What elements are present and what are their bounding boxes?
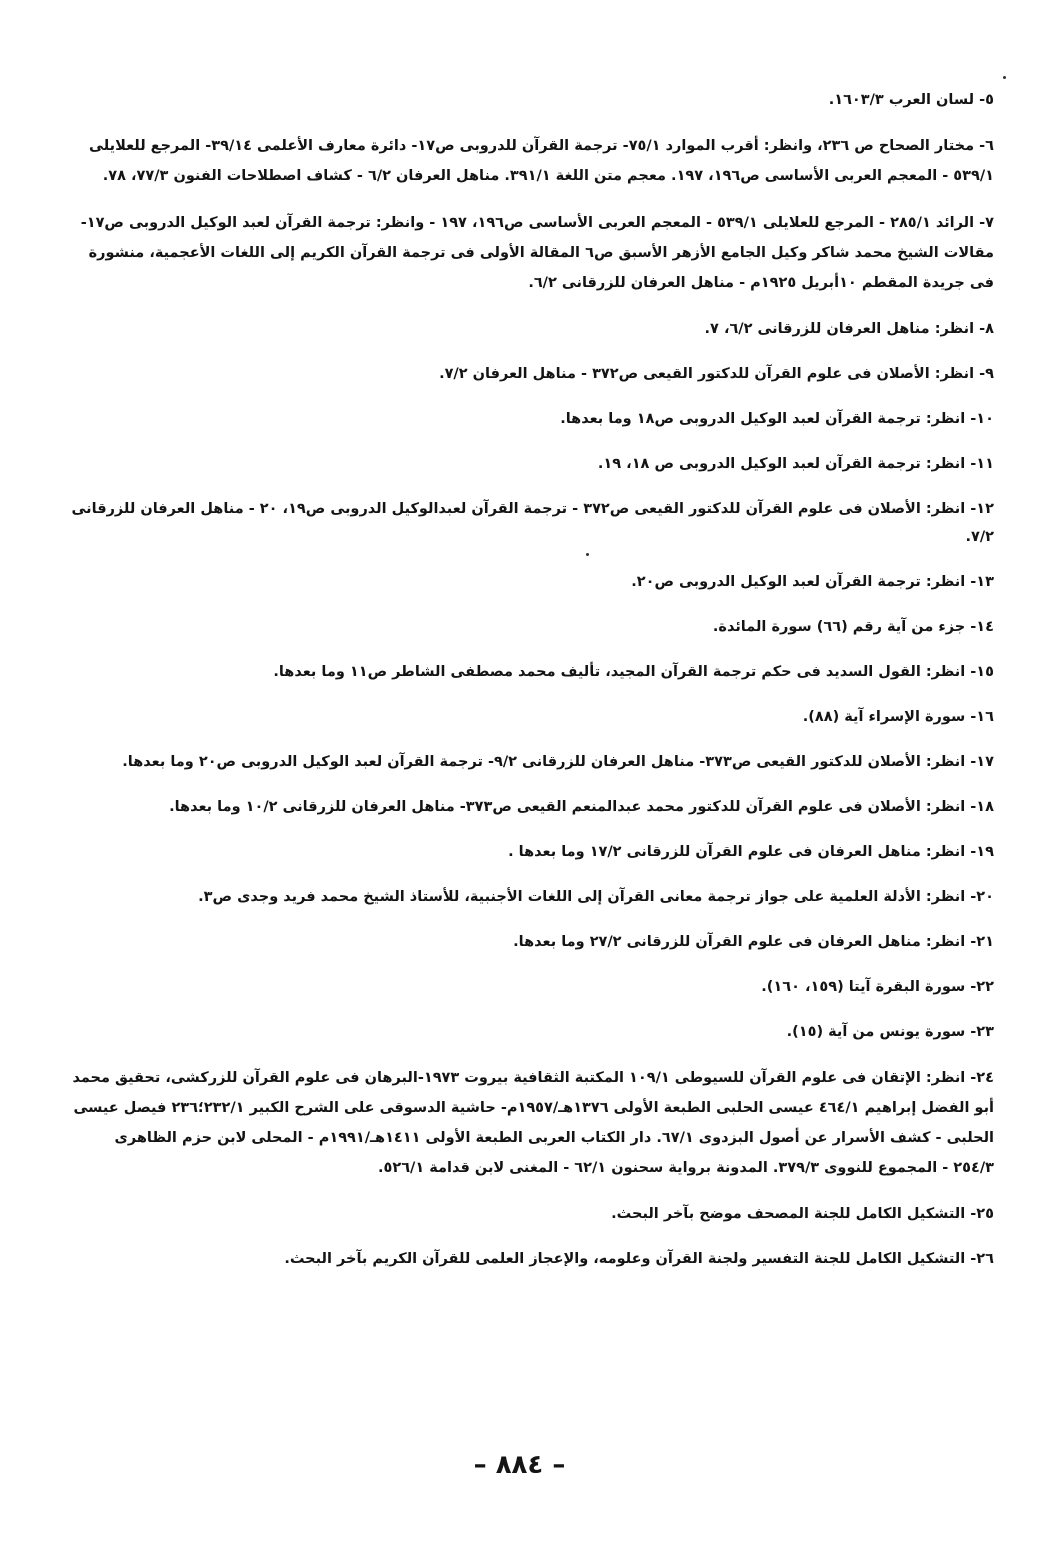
footnotes-list <box>70 86 994 1290</box>
scan-speck <box>586 553 589 556</box>
footnote-11: ١١- انظر: ترجمة القرآن لعبد الوكيل الدروبى ص ١٨، ١٩. <box>597 456 994 472</box>
footnote-12: ١٢- انظر: الأصلان فى علوم القرآن للدكتور القيعى ص٣٧٢ - ترجمة القرآن لعبدالوكيل الدروبى ص١٩، ٢٠ - مناهل العرفان للزرقانى ٧/٢. <box>71 501 994 545</box>
page-number: – ٨٨٤ – <box>473 1450 566 1480</box>
scan-speck <box>1003 76 1006 79</box>
footnote-16: ١٦- سورة الإسراء آية (٨٨). <box>802 709 994 725</box>
footnote-18: ١٨- انظر: الأصلان فى علوم القرآن للدكتور محمد عبدالمنعم القيعى ص٣٧٣- مناهل العرفان للزرقانى ١٠/٢ وما بعدها. <box>169 799 994 815</box>
footnote-25: ٢٥- التشكيل الكامل للجنة المصحف موضح بآخر البحث. <box>611 1206 994 1222</box>
footnote-20: ٢٠- انظر: الأدلة العلمية على جواز ترجمة معانى القرآن إلى اللغات الأجنبية، للأستاذ الشيخ محمد فريد وجدى ص٣. <box>198 889 994 905</box>
footnote-10: ١٠- انظر: ترجمة القرآن لعبد الوكيل الدروبى ص١٨ وما بعدها. <box>560 411 994 427</box>
footnote-17: ١٧- انظر: الأصلان للدكتور القيعى ص٣٧٣- مناهل العرفان للزرقانى ٩/٢- ترجمة القرآن لعبد الوكيل الدروبى ص٢٠ وما بعدها. <box>122 754 994 770</box>
footnote-5: ٥- لسان العرب ١٦٠٣/٣. <box>828 92 994 108</box>
footnote-6: ٦- مختار الصحاح ص ٢٣٦، وانظر: أقرب الموارد ٧٥/١- ترجمة القرآن للدروبى ص١٧- دائرة معارف الأعلمى ٣٩/١٤- المرجع للعلايلى ٥٣٩/١ - المعجم العربى الأساسى ص١٩٦، ١٩٧. معجم متن اللغة ٣٩١/١. مناهل العرفان ٦/٢ - كشاف اصطلاحات الفنون ٧٧/٣، ٧٨. <box>89 138 994 184</box>
footnote-7: ٧- الرائد ٢٨٥/١ - المرجع للعلايلى ٥٣٩/١ - المعجم العربى الأساسى ص١٩٦، ١٩٧ - وانظر: ترجمة القرآن لعبد الوكيل الدروبى ص١٧- مقالات الشيخ محمد شاكر وكيل الجامع الأزهر الأسبق ص٦ المقالة الأولى فى ترجمة القرآن الكريم إلى اللغات الأعجمية، منشورة فى جريدة المقطم ١٠أبريل ١٩٢٥م - مناهل العرفان للزرقانى ٦/٢. <box>80 215 994 291</box>
footnote-23: ٢٣- سورة يونس من آية (١٥). <box>786 1024 994 1040</box>
footnote-8: ٨- انظر: مناهل العرفان للزرقانى ٦/٢، ٧. <box>704 321 994 337</box>
footnote-15: ١٥- انظر: القول السديد فى حكم ترجمة القرآن المجيد، تأليف محمد مصطفى الشاطر ص١١ وما بعدها. <box>273 664 994 680</box>
footnote-14: ١٤- جزء من آية رقم (٦٦) سورة المائدة. <box>712 619 994 635</box>
footnote-19: ١٩- انظر: مناهل العرفان فى علوم القرآن للزرقانى ١٧/٢ وما بعدها . <box>508 844 994 860</box>
footnote-22: ٢٢- سورة البقرة آيتا (١٥٩، ١٦٠). <box>761 979 994 995</box>
footnote-24: ٢٤- انظر: الإتقان فى علوم القرآن للسيوطى ١٠٩/١ المكتبة الثقافية بيروت ١٩٧٣-البرهان فى علوم القرآن للزركشى، تحقيق محمد أبو الفضل إبراهيم ٤٦٤/١ عيسى الحلبى الطبعة الأولى ١٣٧٦هـ/١٩٥٧م- حاشية الدسوقى على الشرح الكبير ٢٣٢/١؛٢٣٦ فيصل عيسى الحلبى - كشف الأسرار عن أصول البزدوى ٦٧/١. دار الكتاب العربى الطبعة الأولى ١٤١١هـ/١٩٩١م - المحلى لابن حزم الظاهرى ٢٥٤/٣ - المجموع للنووى ٣٧٩/٣. المدونة برواية سحنون ٦٢/١ - المغنى لابن قدامة ٥٢٦/١. <box>72 1070 994 1176</box>
footnote-26: ٢٦- التشكيل الكامل للجنة التفسير ولجنة القرآن وعلومه، والإعجاز العلمى للقرآن الكريم بآخر البحث. <box>284 1251 994 1267</box>
footnote-9: ٩- انظر: الأصلان فى علوم القرآن للدكتور القيعى ص٣٧٢ - مناهل العرفان ٧/٢. <box>439 366 994 382</box>
footnote-21: ٢١- انظر: مناهل العرفان فى علوم القرآن للزرقانى ٢٧/٢ وما بعدها. <box>513 934 994 950</box>
footnote-13: ١٣- انظر: ترجمة القرآن لعبد الوكيل الدروبى ص٢٠. <box>631 574 994 590</box>
